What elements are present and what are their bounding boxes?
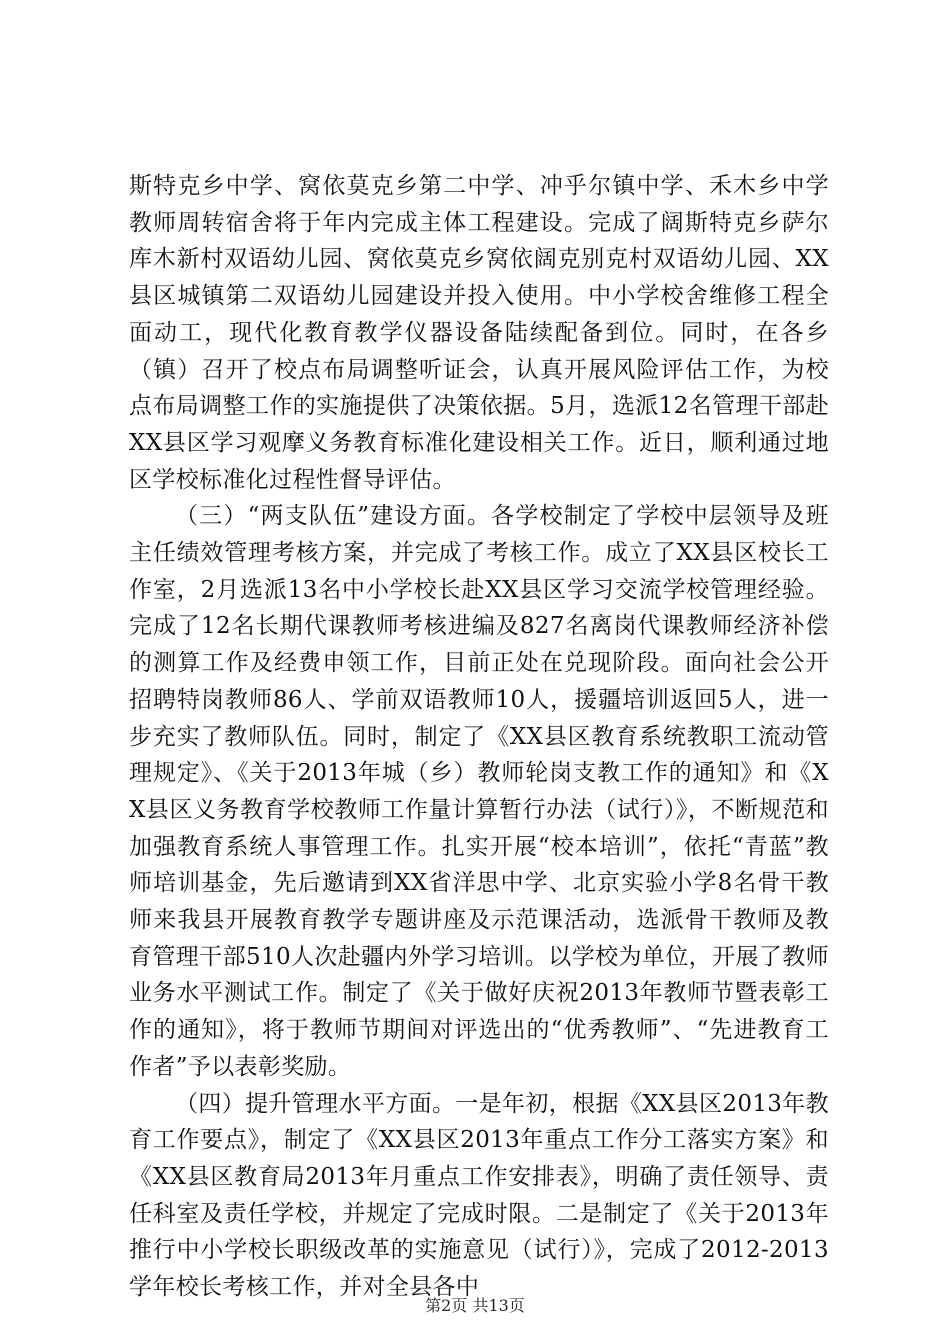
paragraph-2: （三）“两支队伍”建设方面。各学校制定了学校中层领导及班主任绩效管理考核方案，并完成了考核工作。成立了XX县区校长工作室，2月选派13名中小学校长赴XX县区学习交流学校管理经验。完成了12名长期代课教师考核进编及827名离岗代课教师经济补偿的测算工作及经费申领工作，目前正处在兑现阶段。面向社会公开招聘特岗教师86人、学前双语教师10人，援疆培训返回5人，进一步充实了教师队伍。同时，制定了《XX县区教育系统教职工流动管理规定》、《关于2013年城（乡）教师轮岗支教工作的通知》和《XX县区义务教育学校教师工作量计算暂行办法（试行）》，不断规范和加强教育系统人事管理工作。扎实开展“校本培训”，依托“青蓝”教师培训基金，先后邀请到XX省洋思中学、北京实验小学8名骨干教师来我县开展教育教学专题讲座及示范课活动，选派骨干教师及教育管理干部510人次赴疆内外学习培训。以学校为单位，开展了教师业务水平测试工作。制定了《关于做好庆祝2013年教师节暨表彰工作的通知》，将于教师节期间对评选出的“优秀教师”、“先进教育工作者”予以表彰奖励。: [129, 503, 829, 1080]
page-number-indicator: 第2页 共13页: [425, 1296, 525, 1315]
paragraph-3: （四）提升管理水平方面。一是年初，根据《XX县区2013年教育工作要点》，制定了《XX县区2013年重点工作分工落实方案》和《XX县区教育局2013年月重点工作安排表》，明确了责任领导、责任科室及责任学校，并规定了完成时限。二是制定了《关于2013年推行中小学校长职级改革的实施意见（试行）》，完成了2012-2013学年校长考核工作，并对全县各中: [129, 1090, 829, 1301]
paragraph-1: 斯特克乡中学、窝依莫克乡第二中学、冲乎尔镇中学、禾木乡中学教师周转宿舍将于年内完成主体工程建设。完成了阔斯特克乡萨尔库木新村双语幼儿园、窝依莫克乡窝依阔克别克村双语幼儿园、XX县区城镇第二双语幼儿园建设并投入使用。中小学校舍维修工程全面动工，现代化教育教学仪器设备陆续配备到位。同时，在各乡（镇）召开了校点布局调整听证会，认真开展风险评估工作，为校点布局调整工作的实施提供了决策依据。5月，选派12名管理干部赴XX县区学习观摩义务教育标准化建设相关工作。近日，顺利通过地区学校标准化过程性督导评估。: [129, 173, 829, 493]
document-body: [129, 168, 829, 1306]
page-footer: [0, 1296, 950, 1316]
